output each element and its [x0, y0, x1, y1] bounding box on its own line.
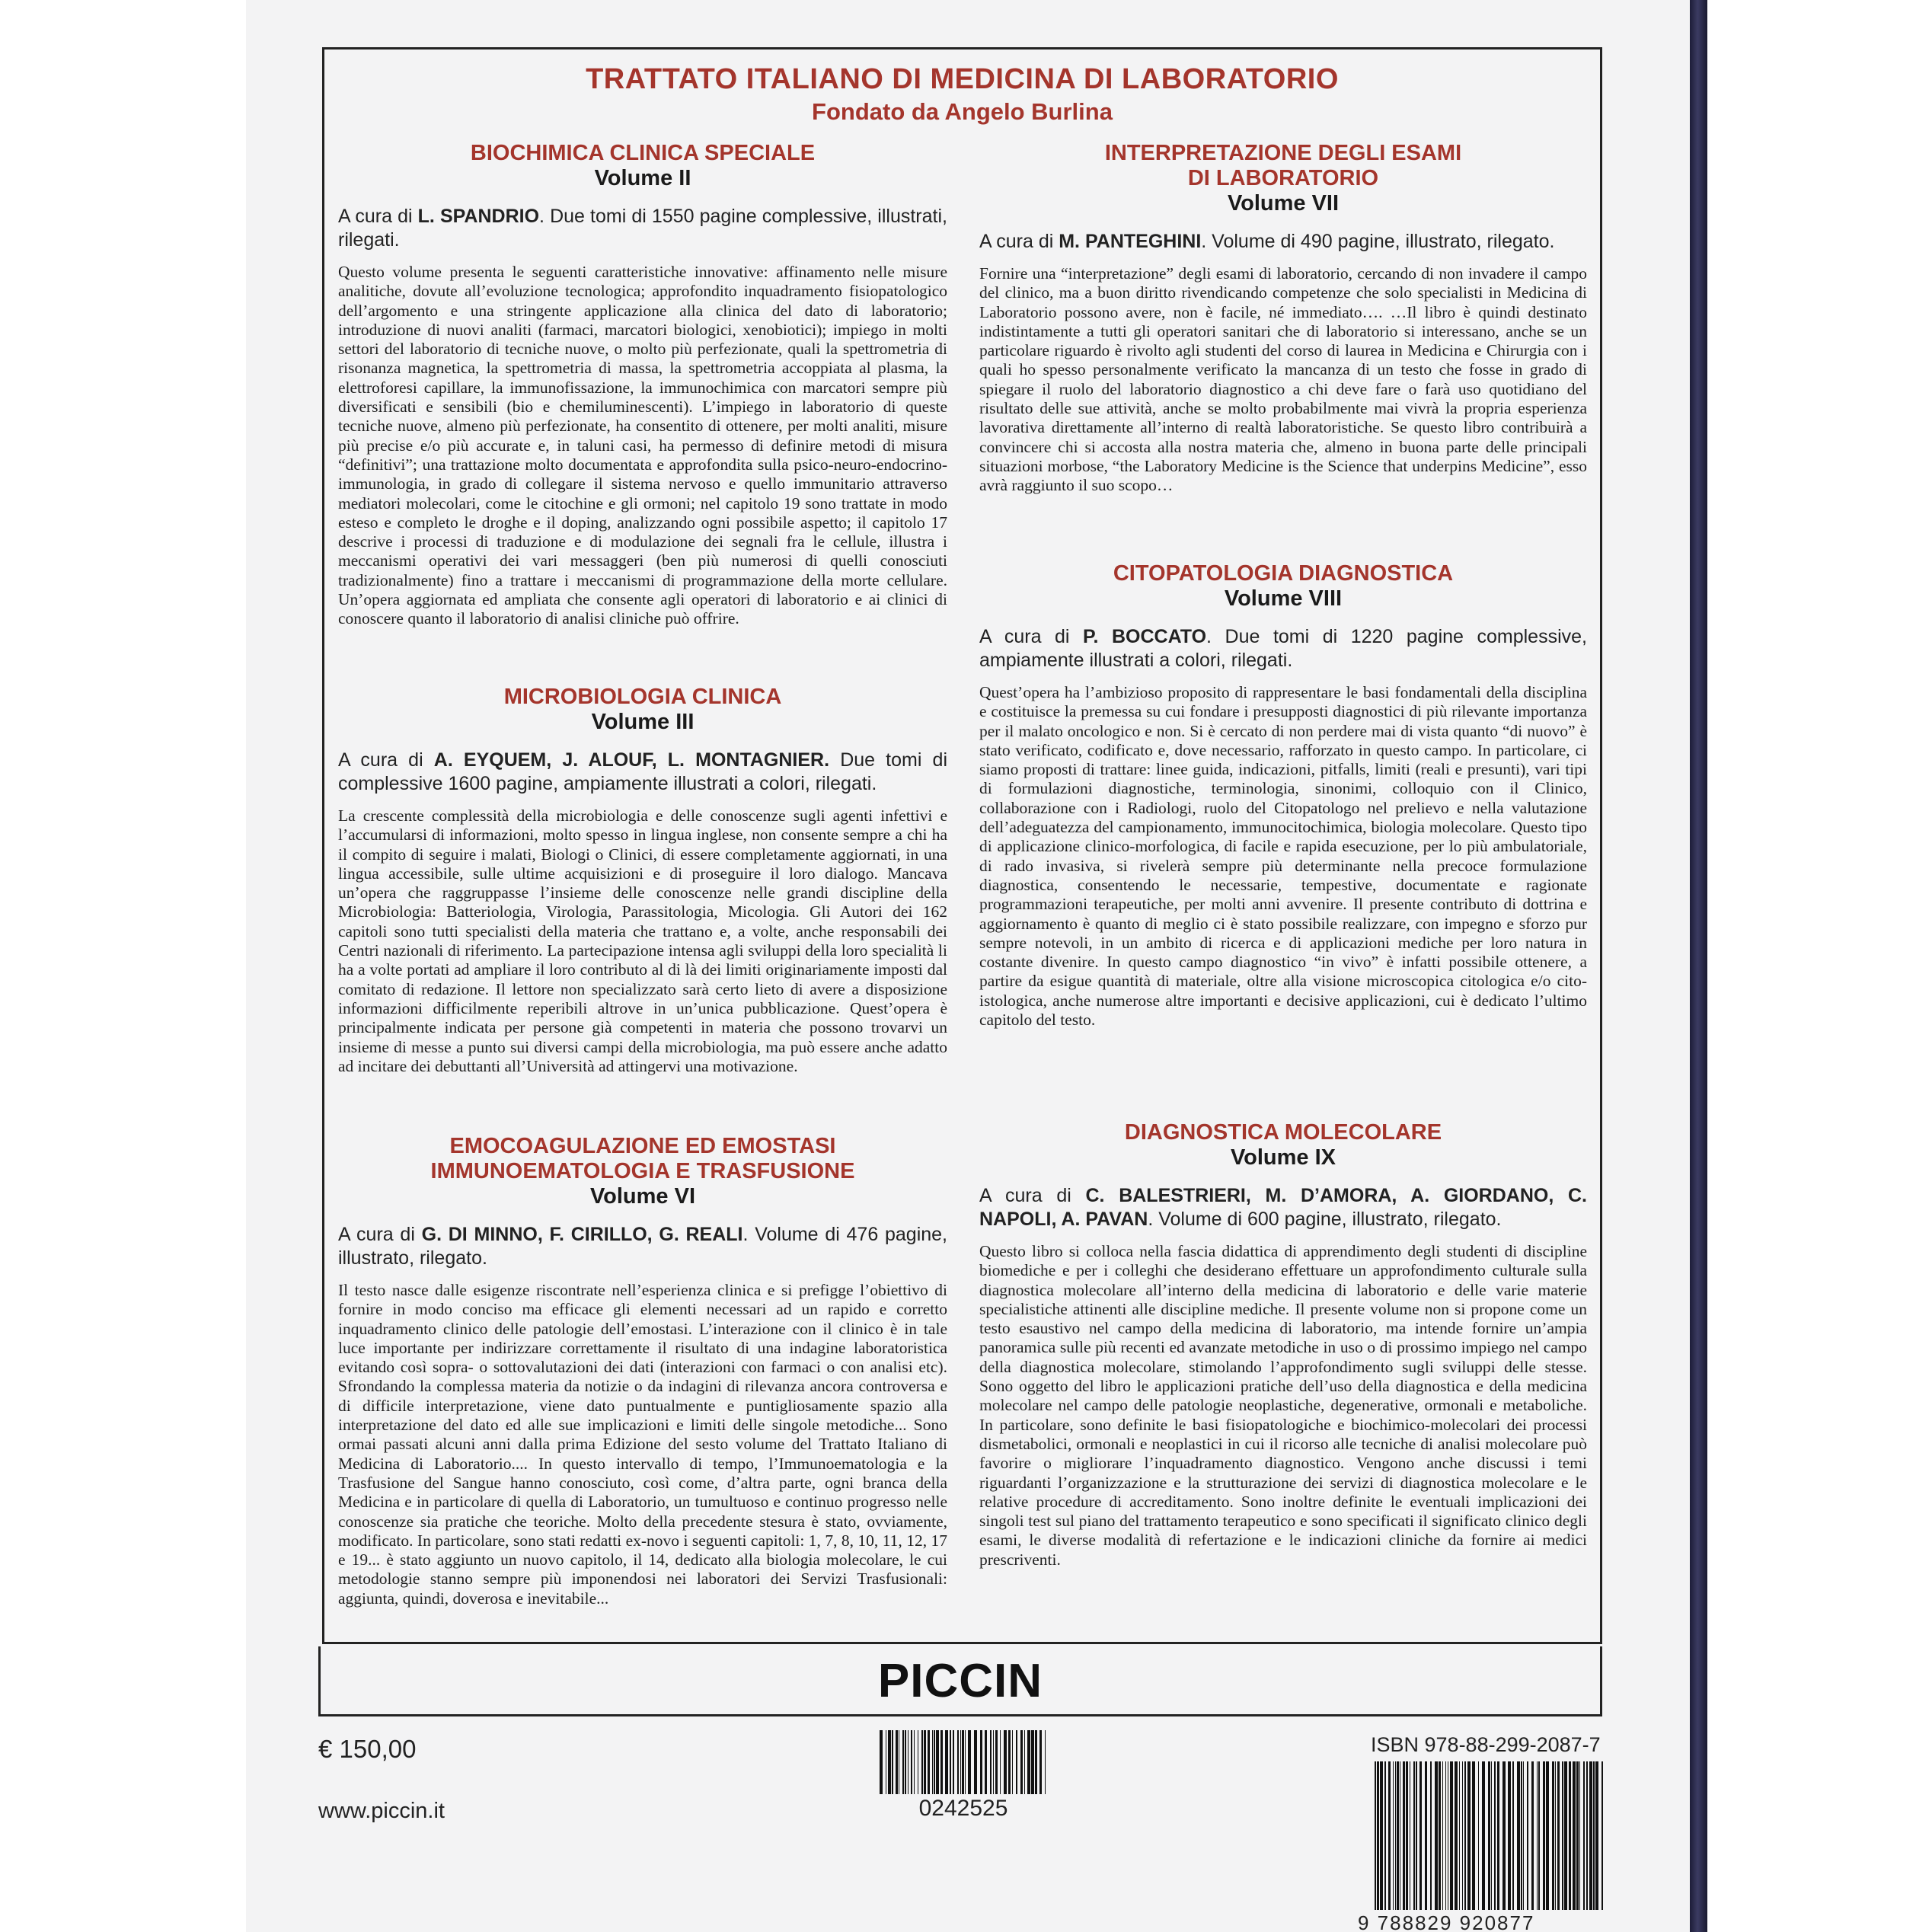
barcode-bar: [953, 1730, 954, 1794]
book-editors: A cura di P. BOCCATO. Due tomi di 1220 pagine complessive, ampiamente illustrati a colori, rilegati.: [979, 626, 1587, 671]
website-link[interactable]: www.piccin.it: [318, 1799, 445, 1823]
barcode-bar: [1508, 1761, 1511, 1910]
barcode-bar: [1430, 1761, 1432, 1910]
barcode-bar: [924, 1730, 926, 1794]
book-title: DIAGNOSTICA MOLECOLARE: [1124, 1120, 1442, 1145]
barcode-bar: [1403, 1761, 1405, 1910]
barcode-bar: [1537, 1761, 1538, 1910]
barcode-bar: [1531, 1761, 1534, 1910]
barcode-bar: [1538, 1761, 1540, 1910]
barcode-bar: [1416, 1761, 1417, 1910]
barcode-bar: [1467, 1761, 1471, 1910]
barcode-bar: [1527, 1761, 1528, 1910]
barcode-bar: [1521, 1761, 1522, 1910]
series-title: TRATTATO ITALIANO DI MEDICINA DI LABORATORIO: [586, 63, 1339, 95]
barcode-bar: [1012, 1730, 1013, 1794]
barcode-bar: [993, 1730, 994, 1794]
barcode-bar: [1008, 1730, 1011, 1794]
barcode-bar: [1045, 1730, 1046, 1794]
barcode-bar: [1583, 1761, 1585, 1910]
book-editors: A cura di M. PANTEGHINI. Volume di 490 pagine, illustrato, rilegato.: [979, 231, 1555, 252]
barcode-bar: [1459, 1761, 1460, 1910]
barcode-bar: [974, 1730, 977, 1794]
barcode-bar: [911, 1730, 912, 1794]
barcode-bar: [1482, 1761, 1485, 1910]
barcode-bar: [1491, 1761, 1492, 1910]
barcode-bar: [995, 1730, 998, 1794]
barcode-bar: [1546, 1761, 1549, 1910]
book-microbiologia: [338, 685, 947, 1076]
barcode-bar: [1388, 1761, 1391, 1910]
barcode-bar: [1494, 1761, 1496, 1910]
publisher-logo: PICCIN: [877, 1655, 1043, 1707]
barcode-small-number: 0242525: [918, 1796, 1008, 1821]
isbn-barcode-digits: 9 788829 920877: [1358, 1911, 1535, 1932]
barcode-bar: [965, 1730, 966, 1794]
barcode-bar: [914, 1730, 915, 1794]
barcode-bar: [1586, 1761, 1588, 1910]
barcode-bar: [962, 1730, 964, 1794]
barcode-bar: [940, 1730, 943, 1794]
book-title-line2: DI LABORATORIO: [1187, 166, 1379, 190]
barcode-bar: [932, 1730, 933, 1794]
barcode-bar: [896, 1730, 898, 1794]
barcode-bar: [1395, 1761, 1396, 1910]
barcode-bar: [985, 1730, 987, 1794]
barcode-bar: [1569, 1761, 1571, 1910]
barcode-bar: [1564, 1761, 1567, 1910]
book-editors: A cura di L. SPANDRIO. Due tomi di 1550 pagine complessive, illustrati, rilegati.: [338, 206, 947, 251]
barcode-bar: [1595, 1761, 1598, 1910]
barcode-bar: [1562, 1761, 1563, 1910]
book-citopatologia: [979, 561, 1587, 1030]
barcode-bar: [902, 1730, 904, 1794]
content-frame: [322, 47, 1602, 1644]
barcode-bar: [1406, 1761, 1408, 1910]
book-emocoagulazione: [338, 1134, 947, 1608]
barcode-bar: [905, 1730, 906, 1794]
book-diagnostica: [979, 1120, 1587, 1570]
barcode-bar: [1579, 1761, 1580, 1910]
book-volume: Volume II: [594, 166, 691, 190]
book-volume: Volume IX: [1230, 1145, 1336, 1170]
book-description: Quest’opera ha l’ambizioso proposito di rappresentare le basi fondamentali della disciplina e costituisce la premessa su cui fondare i presupposti diagnostici di più rilevante importanza per il malato oncologico e non. Si è cercato di non perdere mai di vista quanto “di nuovo” è stato verificato, codificato e, dove necessario, rafforzato in questo campo. In particolare, ci siamo proposti di trattare: linee guida, indicazioni, pitfalls, limiti (reali e presunti), vari tipi di formulazioni diagnostiche, terminologia, sinonimi, colloquio con il Clinico, collaborazione con i Radiologi, ruolo del Citopatologo nel prelievo e nella valutazione dell’adeguatezza del campionamento, immunocitochimica, biologia molecolare. Questo tipo di applicazione clinico-morfologica, di facile e rapida esecuzione, per lo più ambulatoriale, di rado invasiva, si rivelerà sempre più determinante nella precoce formulazione diagnostica, consentendo le necessarie, tempestive, documentate e ragionate programmazioni terapeutiche, per molti anni avvenire. Il presente contributo di dottrina e aggiornamento è quanto di meglio ci è stato possibile realizzare, con impegno e sforzo pur sempre notevoli, in un ambito di ricerca e di applicazioni mediche per loro natura in costante divenire. In questo campo diagnostico “in vivo” è infatti possibile ottenere, a partire da esigue quantità di materiale, oltre alla visione microscopica citologica e/o cito-istologica, anche numerose altre importanti e decisive applicazioni, cui è dedicato l’ultimo capitolo del testo.: [979, 683, 1587, 1030]
barcode-bar: [1497, 1761, 1499, 1910]
book-title-line2: IMMUNOEMATOLOGIA E TRASFUSIONE: [430, 1159, 855, 1183]
barcode-bar: [888, 1730, 891, 1794]
book-volume: Volume VII: [1227, 191, 1340, 216]
barcode-bar: [1425, 1761, 1427, 1910]
book-title: MICROBIOLOGIA CLINICA: [503, 685, 782, 709]
barcode-bar: [1601, 1761, 1603, 1910]
book-editors: A cura di A. EYQUEM, J. ALOUF, L. MONTAGNIER. Due tomi di complessive 1600 pagine, ampiamente illustrati a colori, rilegati.: [338, 749, 947, 794]
barcode-bar: [1589, 1761, 1592, 1910]
barcode-bar: [880, 1730, 883, 1794]
barcode-bar: [1035, 1730, 1037, 1794]
barcode-small: [880, 1730, 1047, 1794]
barcode-bar: [1397, 1761, 1399, 1910]
barcode-bar: [980, 1730, 982, 1794]
barcode-bar: [1523, 1761, 1524, 1910]
book-spine: [1690, 0, 1707, 1932]
book-description: Fornire una “interpretazione” degli esami di laboratorio, cercando di non invadere il campo del clinico, ma a buon diritto rivendicando competenze che solo specialisti in Medicina di Laboratorio possono avere, non è facile, né immediato…. …Il libro è quindi destinato indistintamente a tutti gli operatori sanitari che di laboratorio si interessano, anche se un particolare riguardo è rivolto agli studenti del corso di laurea in Medicina e Chirurgia con i quali ho spesso personalmente verificato la mancanza di un testo che fosse in grado di spiegare il ruolo del laboratorio diagnostico a chi deve fare o farà uso quotidiano del risultato delle sue attività, anche se molto probabilmente mai vivrà la propria esperienza lavorativa direttamente all’interno di realtà laboratoristiche. Se questo libro contribuirà a convincere chi si accosta alla nostra materia che, almeno in buona parte delle principali situazioni morbose, “the Laboratory Medicine is the Science that underpins Medicine”, esso avrà raggiunto il suo scopo…: [979, 264, 1587, 495]
barcode-bar: [950, 1730, 951, 1794]
series-subtitle: Fondato da Angelo Burlina: [812, 98, 1113, 125]
barcode-bar: [1455, 1761, 1458, 1910]
barcode-bar: [957, 1730, 959, 1794]
barcode-bar: [1593, 1761, 1595, 1910]
book-title: BIOCHIMICA CLINICA SPECIALE: [470, 141, 816, 165]
barcode-bar: [1435, 1761, 1438, 1910]
barcode-bar: [1576, 1761, 1579, 1910]
barcode-bar: [990, 1730, 992, 1794]
barcode-bar: [968, 1730, 971, 1794]
barcode-bar: [1393, 1761, 1394, 1910]
barcode-bar: [1464, 1761, 1466, 1910]
barcode-bar: [1039, 1730, 1042, 1794]
barcode-bar: [1024, 1730, 1025, 1794]
barcode-bar: [1020, 1730, 1023, 1794]
barcode-bar: [1573, 1761, 1576, 1910]
barcode-bar: [928, 1730, 930, 1794]
barcode-bar: [1027, 1730, 1030, 1794]
barcode-bar: [1450, 1761, 1453, 1910]
book-volume: Volume VI: [589, 1184, 696, 1209]
barcode-bar: [1004, 1730, 1007, 1794]
barcode-bar: [1377, 1761, 1379, 1910]
barcode-bar: [908, 1730, 909, 1794]
barcode-bar: [1439, 1761, 1441, 1910]
barcode-bar: [960, 1730, 961, 1794]
barcode-bar: [1380, 1761, 1383, 1910]
barcode-bar: [1031, 1730, 1034, 1794]
book-editors: A cura di C. BALESTRIERI, M. D’AMORA, A. GIORDANO, C. NAPOLI, A. PAVAN. Volume di 600 pagine, illustrato, rilegato.: [979, 1185, 1587, 1230]
barcode-bar: [934, 1730, 935, 1794]
barcode-bar: [1016, 1730, 1017, 1794]
barcode-bar: [1552, 1761, 1554, 1910]
book-editors: A cura di G. DI MINNO, F. CIRILLO, G. REALI. Volume di 476 pagine, illustrato, rilegato.: [338, 1224, 948, 1269]
book-description: Questo volume presenta le seguenti caratteristiche innovative: affinamento nelle misure analitiche, dovute all’evoluzione tecnologica; approfondito inquadramento fisiopatologico dell’argomento e una stringente applicazione alla clinica del dato di laboratorio; introduzione di nuovi analiti (farmaci, marcatori biologici, xenobiotici); impiego in molti settori del laboratorio di tecniche nuove, o molto più perfezionate, quali la spettrometria di risonanza magnetica, la spettrometria di massa, la spettrometria accoppiata al plasma, la elettroforesi capillare, la immunofissazione, la immunochimica con marcatori sempre più diversificati e sensibili (bio e chemiluminescenti). L’impiego in laboratorio di queste tecniche nuove, almeno più perfezionate, ha consentito di ottenere, per molti analiti, misure più precise e/o più accurate e, in taluni casi, ha permesso di definire metodi di misura “definitivi”; una trattazione molto documentata e approfondita sulla psico-neuro-endocrino-immunologia, in grado di collegare il sistema nervoso e quello immunitario attraverso mediatori molecolari, come le citochine e gli ormoni; nel capitolo 19 sono trattate in modo esteso e completo le droghe e il doping, analizzando ogni possibile aspetto; il capitolo 17 descrive i processi di traduzione e di modulazione dei segnali fra le cellule, illustra i meccanismi operativi dei vari messaggeri (ben più numerosi di quelli conosciuti tradizionalmente) fino a trattare i meccanismi di programmazione della morte cellulare. Un’opera aggiornata ed ampliata che consente agli operatori di laboratorio e ai clinici di conoscere quanto il laboratorio di analisi cliniche può offrire.: [338, 263, 947, 628]
book-interpretazione: [979, 141, 1587, 496]
book-title-line1: INTERPRETAZIONE DEGLI ESAMI: [1104, 141, 1462, 165]
barcode-bar: [921, 1730, 923, 1794]
barcode-bar: [1472, 1761, 1475, 1910]
book-title: CITOPATOLOGIA DIAGNOSTICA: [1113, 561, 1454, 586]
barcode-bar: [1517, 1761, 1520, 1910]
barcode-bar: [1488, 1761, 1490, 1910]
barcode-bar: [1512, 1761, 1514, 1910]
barcode-bar: [1445, 1761, 1446, 1910]
barcode-bar: [1462, 1761, 1463, 1910]
book-description: La crescente complessità della microbiologia e delle conoscenze sugli agenti infettivi e l’accumularsi di informazioni, molto spesso in lingua inglese, non consente sempre a chi ha il compito di seguire i malati, Biologi o Clinici, di essere completamente aggiornati, in una lingua accessibile, sulle ultime acquisizioni e di proseguire il loro dialogo. Mancava un’opera che raggruppasse l’insieme delle conoscenze nelle grandi discipline della Microbiologia: Batteriologia, Virologia, Parassitologia, Micologia. Gli Autori dei 162 capitoli sono tutti specialisti della materia che trattano e, a volte, anche responsabili dei Centri nazionali di riferimento. La partecipazione intensa agli sviluppi della loro specialità li ha a volte portati ad ampliare il loro contributo al di là dei limiti originariamente imposti dal comitato di redazione. Il lettore non specializzato sarà certo lieto di avere a disposizione informazioni difficilmente reperibili altrove in un’unica pubblicazione. Quest’opera è principalmente indicata per persone già competenti in materia che possono trovarvi un insieme di messe a punto sui diversi campi della microbiologia, ma può essere anche adatto ad incitare dei debuttanti all’Università ad attingervi una motivazione.: [338, 806, 947, 1075]
book-volume: Volume VIII: [1224, 586, 1343, 611]
isbn-barcode: [1375, 1761, 1603, 1910]
book-title-line1: EMOCOAGULAZIONE ED EMOSTASI: [449, 1134, 836, 1158]
barcode-bar: [945, 1730, 948, 1794]
barcode-bar: [1419, 1761, 1422, 1910]
price: € 150,00: [318, 1735, 417, 1763]
barcode-bar: [1502, 1761, 1506, 1910]
barcode-bar: [1384, 1761, 1386, 1910]
barcode-bar: [1000, 1730, 1001, 1794]
book-description: Il testo nasce dalle esigenze riscontrate nell’esperienza clinica e si prefigge l’obiettivo di fornire in modo conciso ma efficace gli elementi necessari ad un rapido e corretto inquadramento clinico delle patologie dell’emostasi. L’interazione con il clinico è in tale luce importante per indirizzare correttamente il risultato di una indagine laboratoristica evitando così sopra- o sottovalutazioni dei dati (interazioni con farmaci o con analisi etc). Sfrondando la complessa materia da notizie o da indagini di rilevanza ancora controversa e di difficile interpretazione, viene dato puntualmente e puntigliosamente spazio alla interpretazione del dato ed alle sue implicazioni e limiti delle singole metodiche... Sono ormai passati alcuni anni dalla prima Edizione del sesto volume del Trattato Italiano di Medicina di Laboratorio.... In questo intervallo di tempo, l’Immunoematologia e la Trasfusione del Sangue hanno conosciuto, così come, d’altra parte, ogni branca della Medicina e in particolare di quella di Laboratorio, un tumultuoso e continuo progresso nelle conoscenze sia pratiche che teoriche. Molto della precedente stesura è stato, ovviamente, modificato. In particolare, sono stati redatti ex-novo i seguenti capitoli: 1, 7, 8, 10, 11, 12, 17 e 19... è stato aggiunto un nuovo capitolo, il 14, dedicato alla biologia molecolare, le cui metodologie stanno sempre più imponendosi nei laboratori dei Servizi Trasfusionali: aggiunta, quindi, doverosa e inevitabile...: [338, 1281, 947, 1608]
barcode-bar: [1375, 1761, 1376, 1910]
barcode-bar: [1413, 1761, 1415, 1910]
barcode-bar: [936, 1730, 939, 1794]
barcode-bar: [892, 1730, 893, 1794]
barcode-bar: [1442, 1761, 1443, 1910]
barcode-bar: [1543, 1761, 1545, 1910]
barcode-bar: [1557, 1761, 1560, 1910]
barcode-bar: [1555, 1761, 1556, 1910]
barcode-bar: [1478, 1761, 1479, 1910]
book-biochimica: [338, 141, 947, 629]
book-volume: Volume III: [591, 710, 695, 734]
isbn-label: ISBN 978-88-299-2087-7: [1371, 1733, 1601, 1756]
book-description: Questo libro si colloca nella fascia didattica di apprendimento degli studenti di discipline biomediche e per i colleghi che desiderano effettuare un approfondimento culturale sulla diagnostica molecolare all’interno della medicina di laboratorio e delle varie materie specialistiche attinenti alle discipline mediche. Il presente volume non si propone come un testo esaustivo nel campo della medicina di laboratorio, ma intende fornire un’ampia panoramica sulle più recenti ed avanzate metodiche in uso o di prossimo impiego nel campo della diagnostica molecolare, stimolando l’approfondimento sugli sviluppi delle stesse. Sono oggetto del libro le applicazioni pratiche dell’uso della diagnostica e della medicina molecolare nel campo delle patologie neoplastiche, degenerative, ormonali e metaboliche. In particolare, sono definite le basi fisiopatologiche e biochimico-molecolari dei processi dismetabolici, ormonali e neoplastici in cui il ricorso alle tecniche di analisi molecolare può favorire o migliorare l’inquadramento diagnostico. Vengono anche discussi i temi riguardanti l’organizzazione e la strutturazione dei servizi di diagnostica molecolare e le relative procedure di accreditamento. Sono inoltre definite le eventuali implicazioni dei singoli test sul piano del trattamento terapeutico e sono specificati il significato clinico degli esami, le diverse modalità di refertazione e le indicazioni cliniche da fornire ai medici prescriventi.: [979, 1242, 1587, 1569]
